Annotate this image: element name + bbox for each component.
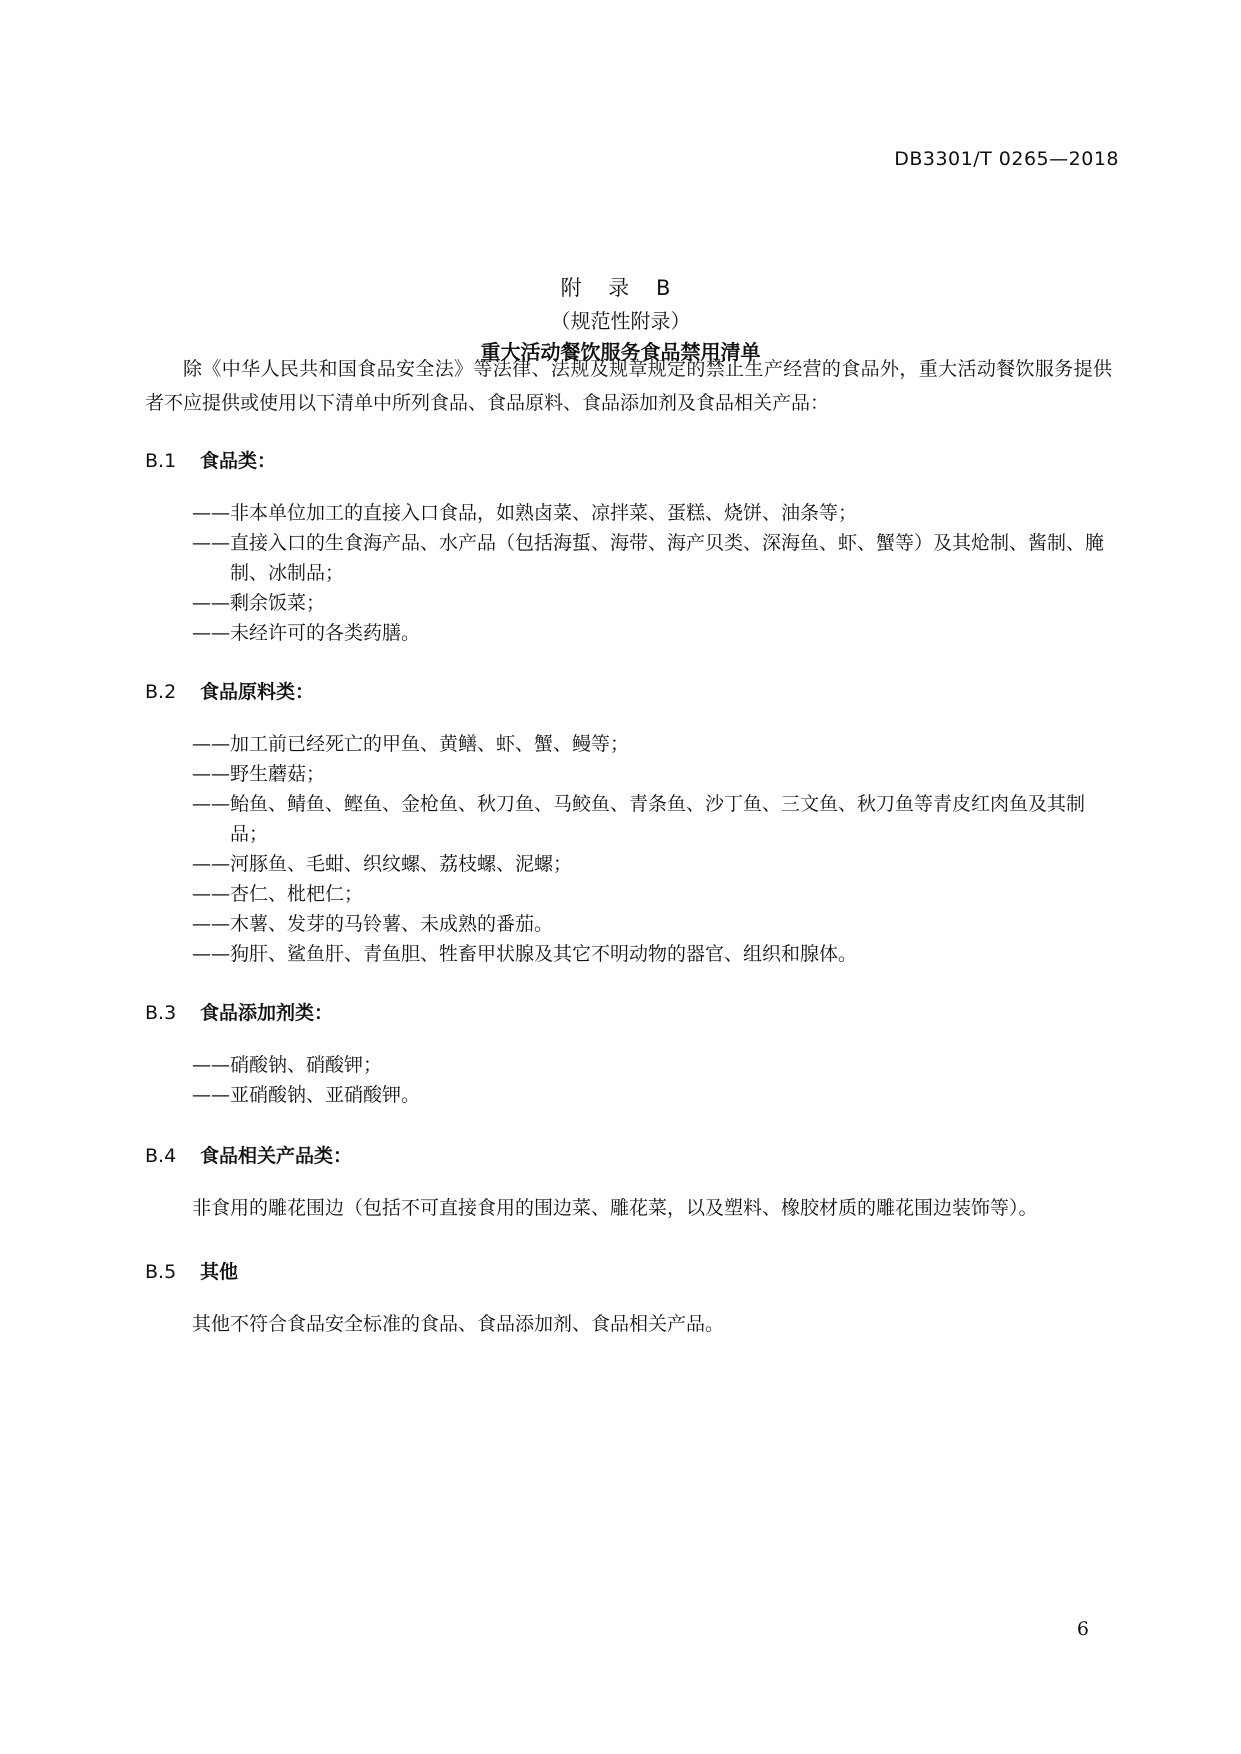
list-item: ——非本单位加工的直接入口食品，如熟卤菜、凉拌菜、蛋糕、烧饼、油条等； [192, 502, 858, 524]
section-title: 食品相关产品类： [200, 1145, 353, 1167]
list-item: ——木薯、发芽的马铃薯、未成熟的番茄。 [192, 913, 554, 935]
intro-paragraph: 除《中华人民共和国食品安全法》等法律、法规及规章规定的禁止生产经营的食品外，重大活动餐饮服务提供者不应提供或使用以下清单中所列食品、食品原料、食品添加剂及食品相关产品： [145, 358, 1112, 414]
appendix-type: （规范性附录） [550, 309, 691, 333]
appendix-label: 附 录 B [560, 276, 681, 300]
list-item: ——鲐鱼、鲭鱼、鲣鱼、金枪鱼、秋刀鱼、马鲛鱼、青条鱼、沙丁鱼、三文鱼、秋刀鱼等青皮红肉鱼及其制品； [192, 793, 1086, 845]
section-b2-heading [145, 677, 314, 704]
section-b1-heading [145, 446, 276, 473]
section-b3-list [192, 1050, 1122, 1110]
list-item: ——亚硝酸钠、亚硝酸钾。 [192, 1084, 421, 1106]
list-item: ——剩余饭菜； [192, 592, 326, 614]
section-title: 其他 [200, 1261, 239, 1283]
section-number: B.5 [145, 1261, 177, 1283]
list-item: ——河豚鱼、毛蚶、织纹螺、荔枝螺、泥螺； [192, 853, 573, 875]
section-b5-text: 其他不符合食品安全标准的食品、食品添加剂、食品相关产品。 [192, 1313, 725, 1335]
section-b2-list [192, 729, 1122, 969]
document-code: DB3301/T 0265—2018 [894, 148, 1119, 170]
section-number: B.4 [145, 1145, 177, 1167]
list-item: ——杏仁、枇杷仁； [192, 883, 364, 905]
list-item: ——直接入口的生食海产品、水产品（包括海蜇、海带、海产贝类、深海鱼、虾、蟹等）及其炝制、酱制、腌制、冰制品； [192, 532, 1105, 584]
page-number: 6 [1076, 1618, 1089, 1640]
section-b4-heading [145, 1141, 352, 1168]
section-b3-heading [145, 998, 333, 1025]
section-number: B.3 [145, 1002, 177, 1024]
section-b4-text: 非食用的雕花围边（包括不可直接食用的围边菜、雕花菜，以及塑料、橡胶材质的雕花围边装饰等）。 [192, 1197, 1038, 1219]
section-title: 食品原料类： [200, 681, 315, 703]
list-item: ——未经许可的各类药膳。 [192, 622, 421, 644]
list-item: ——狗肝、鲨鱼肝、青鱼胆、牲畜甲状腺及其它不明动物的器官、组织和腺体。 [192, 943, 858, 965]
section-b5-heading [145, 1257, 238, 1284]
list-item: ——加工前已经死亡的甲鱼、黄鳝、虾、蟹、鳗等； [192, 733, 630, 755]
section-title: 食品类： [200, 450, 277, 472]
section-number: B.1 [145, 450, 177, 472]
section-b1-list [192, 498, 1122, 648]
list-item: ——硝酸钠、硝酸钾； [192, 1054, 383, 1076]
section-title: 食品添加剂类： [200, 1002, 334, 1024]
list-item: ——野生蘑菇； [192, 763, 326, 785]
appendix-title: 重大活动餐饮服务食品禁用清单 [480, 340, 761, 364]
section-number: B.2 [145, 681, 177, 703]
